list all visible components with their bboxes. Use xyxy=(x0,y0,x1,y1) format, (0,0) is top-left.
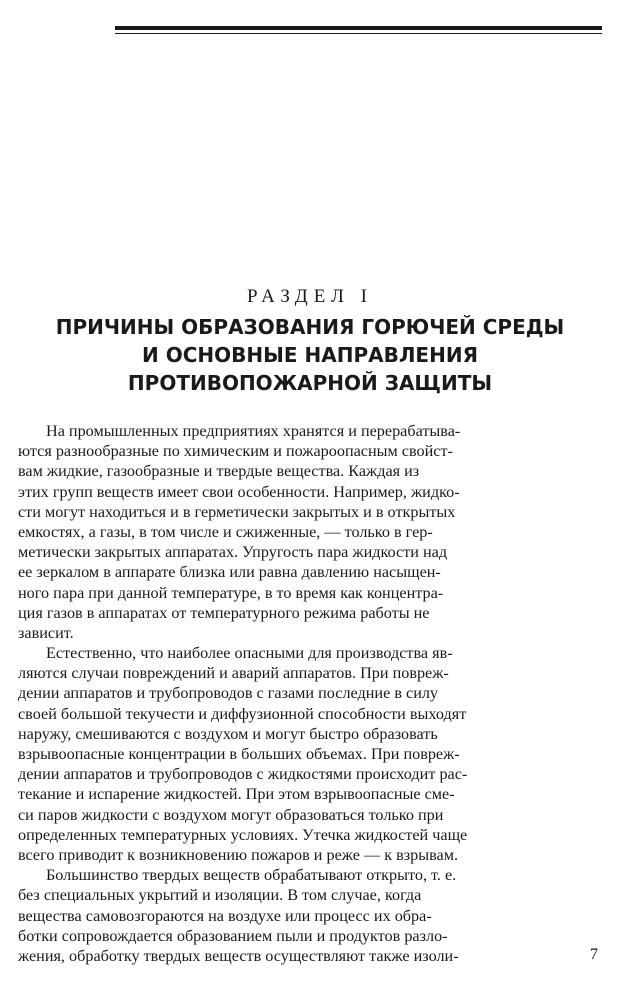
text-line: жения, обработку твердых веществ осуществляют также изоли- xyxy=(18,946,459,965)
text-line: наружу, смешиваются с воздухом и могут быстро образовать xyxy=(18,724,438,743)
text-line: сти могут находиться и в герметически закрытых и в открытых xyxy=(18,502,456,521)
page-number: 7 xyxy=(590,946,598,963)
text-line: своей большой текучести и диффузионной способности выходят xyxy=(18,704,467,723)
section-label: РАЗДЕЛ I xyxy=(246,286,374,307)
header-rule-thin xyxy=(115,33,602,34)
text-line: определенных температурных условиях. Утечка жидкостей чаще xyxy=(18,825,468,844)
text-line: вам жидкие, газообразные и твердые вещества. Каждая из xyxy=(18,462,420,481)
section-title-line: ПРИЧИНЫ ОБРАЗОВАНИЯ ГОРЮЧЕЙ СРЕДЫ xyxy=(55,315,565,339)
section-title xyxy=(0,313,620,397)
text-line: ее зеркалом в аппарате близка или равна давлению насыщен- xyxy=(18,563,441,582)
header-rule-thick xyxy=(115,26,602,30)
text-line: дении аппаратов и трубопроводов с газами последние в силу xyxy=(18,684,439,703)
text-line: текание и испарение жидкостей. При этом взрывоопасные сме- xyxy=(18,785,455,804)
text-line: Большинство твердых веществ обрабатывают открыто, т. е. xyxy=(46,866,457,885)
text-line: дении аппаратов и трубопроводов с жидкостями происходит рас- xyxy=(18,765,468,784)
text-line: этих групп веществ имеет свои особенности. Например, жидко- xyxy=(18,482,460,501)
section-title-line: ПРОТИВОПОЖАРНОЙ ЗАЩИТЫ xyxy=(127,371,493,395)
text-line: всего приводит к возникновению пожаров и реже — к взрывам. xyxy=(18,845,459,864)
text-line: метически закрытых аппаратах. Упругость пара жидкости над xyxy=(18,543,448,562)
section-title-line: И ОСНОВНЫЕ НАПРАВЛЕНИЯ xyxy=(142,343,478,367)
text-line: зависит. xyxy=(18,623,74,642)
text-line: ного пара при данной температуре, в то время как концентра- xyxy=(18,583,444,602)
text-line: ботки сопровождается образованием пыли и продуктов разло- xyxy=(18,926,448,945)
text-line: взрывоопасные концентрации в больших объемах. При повреж- xyxy=(18,745,460,763)
text-line: ция газов в аппаратах от температурного режима работы не xyxy=(18,603,430,622)
text-line: вещества самовозгораются на воздухе или процесс их обра- xyxy=(18,906,432,925)
text-line: ются разнообразные по химическим и пожароопасным свойст- xyxy=(18,442,453,461)
text-line: си паров жидкости с воздухом могут образоваться только при xyxy=(18,805,444,824)
body-text xyxy=(18,421,596,966)
text-line: Естественно, что наиболее опасными для производства яв- xyxy=(46,644,453,663)
text-line: без специальных укрытий и изоляции. В том случае, когда xyxy=(18,886,422,905)
text-line: На промышленных предприятиях хранятся и перерабатыва- xyxy=(46,422,461,440)
text-line: емкостях, а газы, в том числе и сжиженные, — только в гер- xyxy=(18,522,433,541)
text-line: ляются случаи повреждений и аварий аппаратов. При повреж- xyxy=(18,664,449,683)
